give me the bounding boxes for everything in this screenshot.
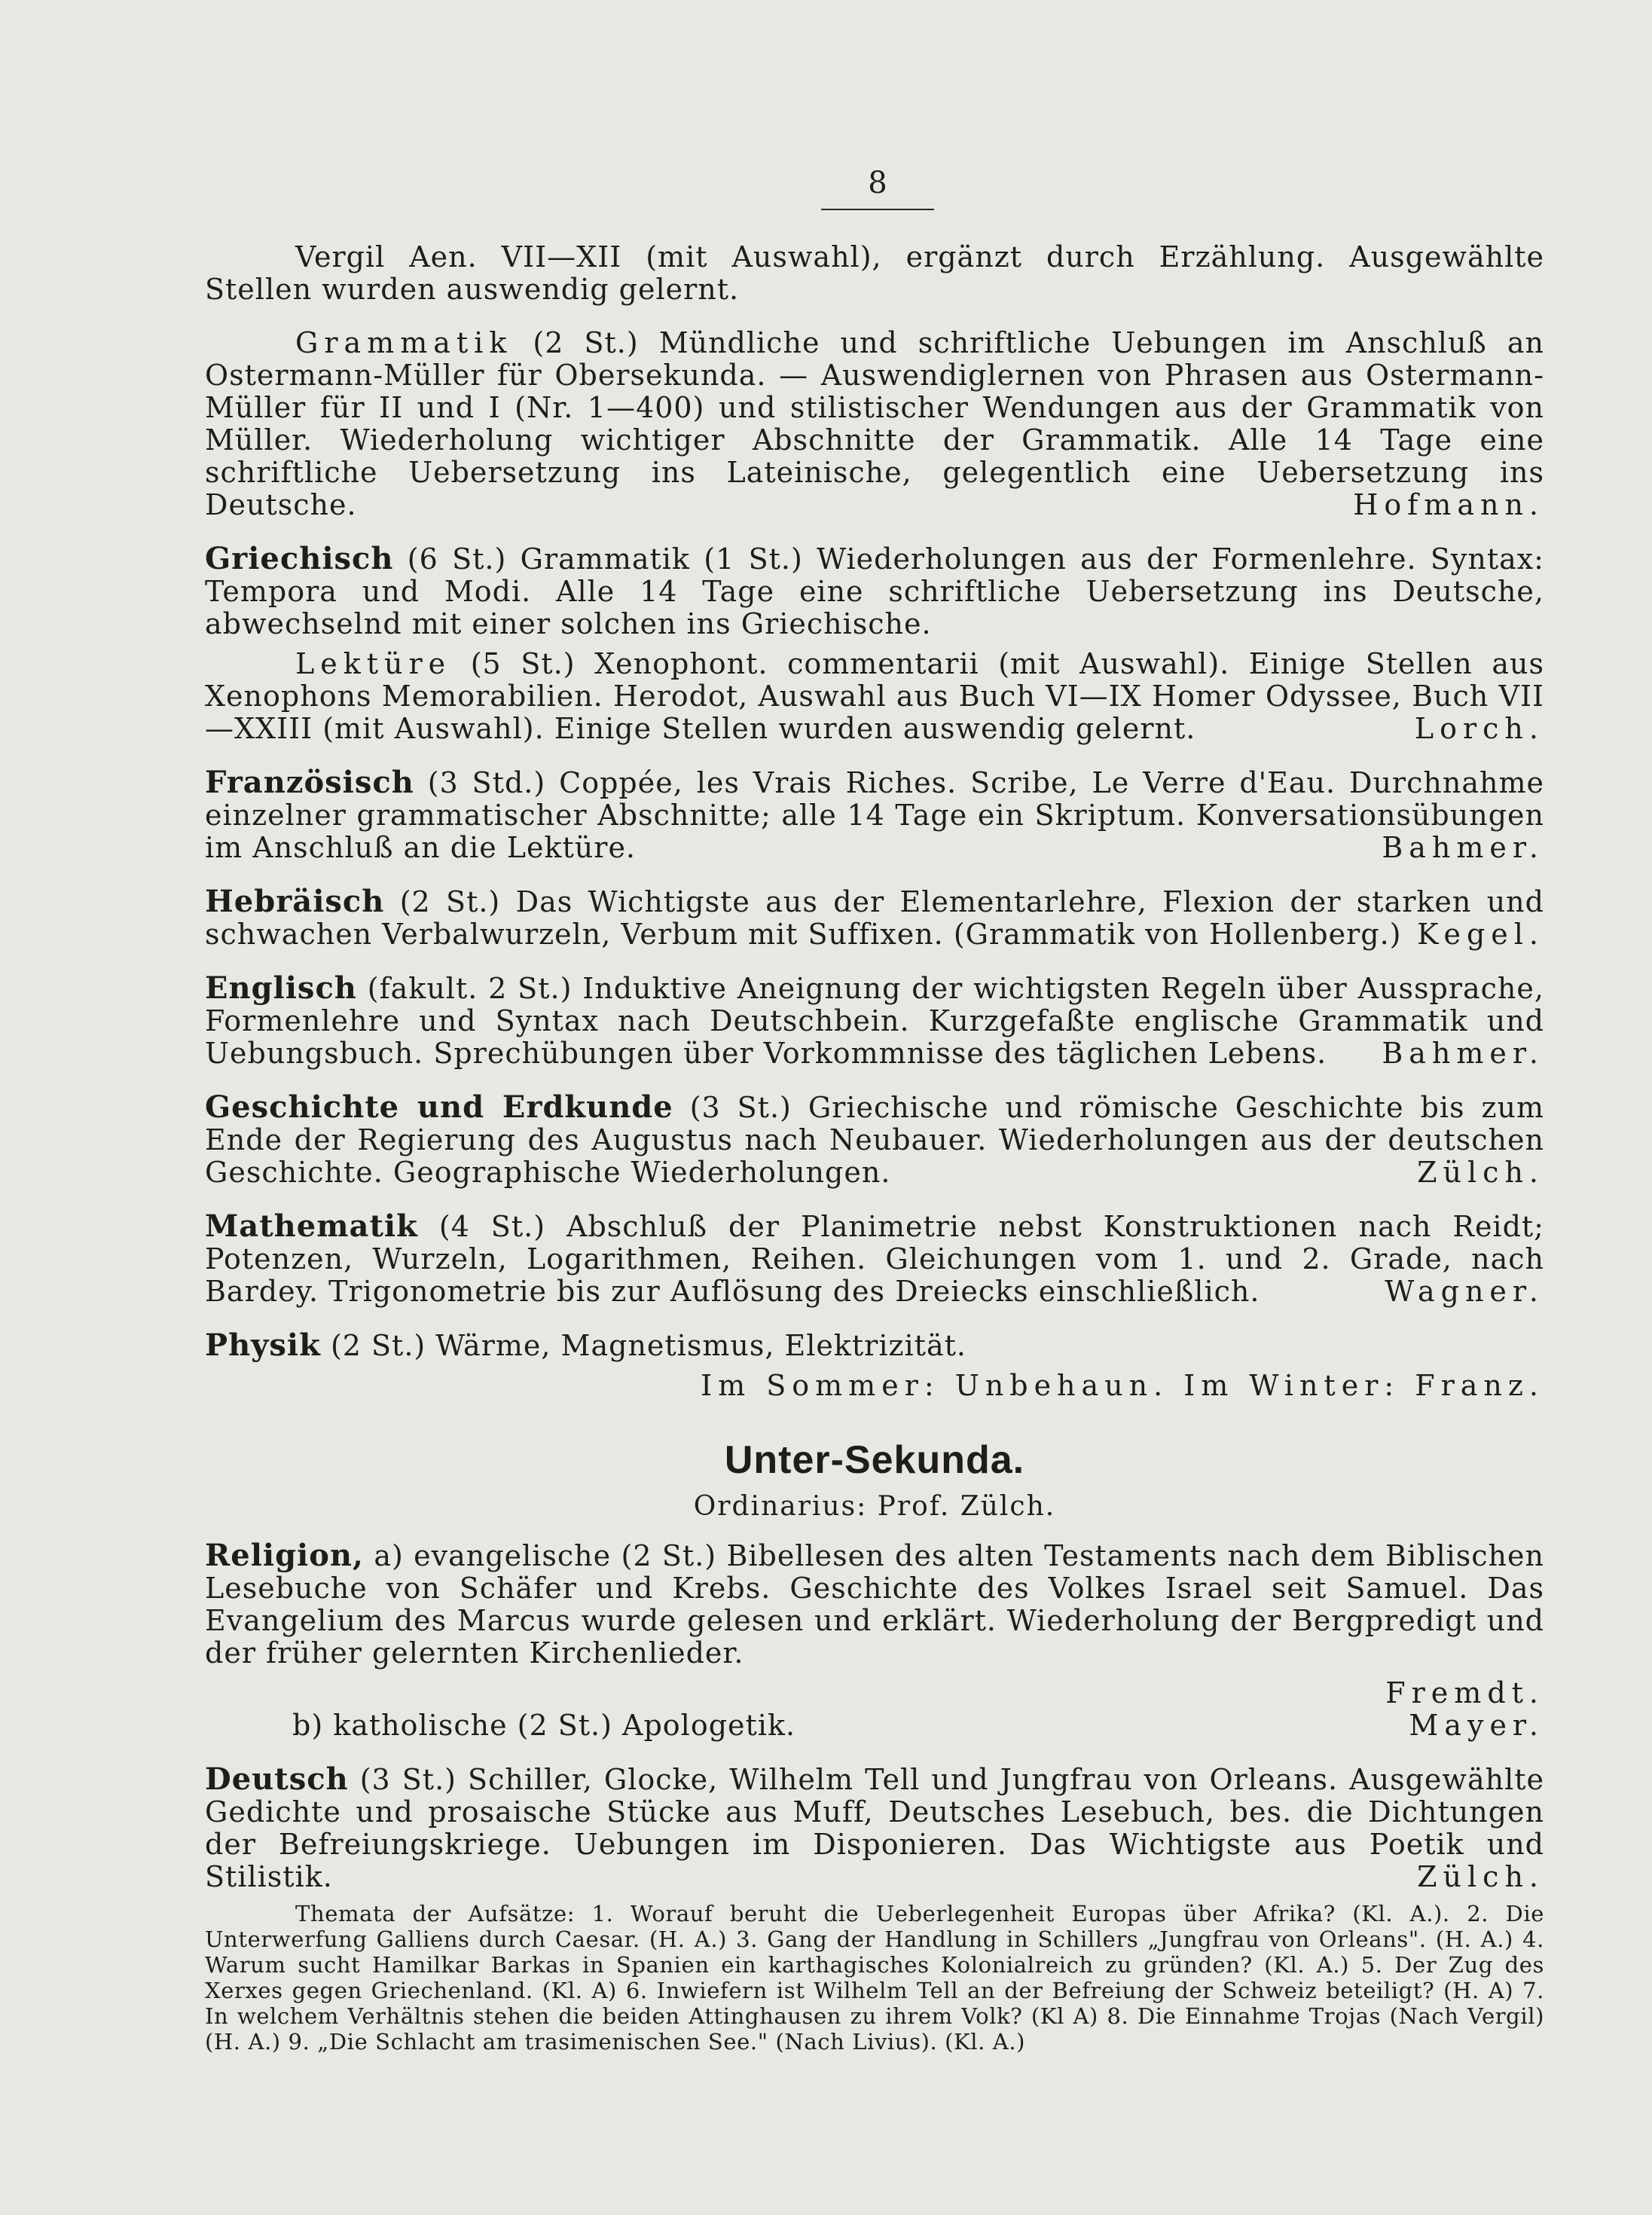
- french-teacher-signature: Bahmer.: [1382, 831, 1544, 864]
- greek-reading-label: Lektüre: [295, 647, 452, 680]
- greek-text: (6 St.) Grammatik (1 St.) Wiederholungen aus der Formenlehre. Syntax: Tempora und Modi. Alle 14 Tage eine schriftliche Uebersetzung ins Deutsche, abwechselnd mit einer solchen ins Griechische.: [205, 542, 1544, 640]
- religion-catholic-signature: Mayer.: [1409, 1709, 1544, 1742]
- page-number-rule: [821, 209, 934, 210]
- french-subject-label: Französisch: [205, 765, 414, 800]
- physics-teacher-signature: Im Sommer: Unbehaun. Im Winter: Franz.: [701, 1369, 1544, 1402]
- physics-text: (2 St.) Wärme, Magnetismus, Elektrizität.: [330, 1329, 966, 1362]
- paragraph-hebrew: [205, 885, 1544, 951]
- mathematics-subject-label: Mathematik: [205, 1208, 418, 1244]
- german-text: (3 St.) Schiller, Glocke, Wilhelm Tell und Jungfrau von Orleans. Ausgewählte Gedichte und prosaische Stücke aus Muff, Deutsches Lesebuch, bes. die Dichtungen der Befreiungskriege. Uebungen im Disponieren. Das Wichtigste aus Poetik und Stilistik.: [205, 1763, 1544, 1893]
- hebrew-subject-label: Hebräisch: [205, 884, 385, 919]
- paragraph-mathematics: [205, 1210, 1544, 1308]
- latin-grammar-text: (2 St.) Mündliche und schriftliche Uebungen im Anschluß an Ostermann-Müller für Obersekunda. — Auswendiglernen von Phrasen aus Ostermann-Müller für II und I (Nr. 1—400) und stilistischer Wendungen aus der Grammatik von Müller. Wiederholung wichtiger Abschnitte der Grammatik. Alle 14 Tage eine schriftliche Uebersetzung ins Lateinische, gelegentlich eine Uebersetzung ins Deutsche.: [205, 326, 1544, 521]
- english-teacher-signature: Bahmer.: [1382, 1037, 1544, 1070]
- physics-subject-label: Physik: [205, 1327, 321, 1363]
- history-text: (3 St.) Griechische und römische Geschichte bis zum Ende der Regierung des Augustus nach Neubauer. Wiederholungen aus der deutschen Geschichte. Geographische Wiederholungen.: [205, 1091, 1544, 1189]
- section-title: Unter-Sekunda.: [724, 1438, 1025, 1482]
- page-content: [205, 241, 1544, 2076]
- hebrew-teacher-signature: Kegel.: [1417, 918, 1544, 951]
- religion-subject-label: Religion,: [205, 1538, 364, 1573]
- paragraph-german: [205, 1763, 1544, 1893]
- english-subject-label: Englisch: [205, 970, 357, 1006]
- greek-reading-text: (5 St.) Xenophont. commentarii (mit Auswahl). Einige Stellen aus Xenophons Memorabilien. Herodot, Auswahl aus Buch VI—IX Homer Odyssee, Buch VII—XXIII (mit Auswahl). Einige Stellen wurden auswendig gelernt.: [205, 647, 1544, 745]
- page-number: 8: [868, 166, 887, 200]
- religion-catholic-row: [205, 1709, 1544, 1742]
- latin-teacher-signature: Hofmann.: [1353, 488, 1544, 521]
- paragraph-greek-reading: [205, 648, 1544, 745]
- paragraph-vergil: [205, 241, 1544, 306]
- paragraph-greek: [205, 542, 1544, 640]
- history-subject-label: Geschichte und Erdkunde: [205, 1089, 673, 1125]
- paragraph-religion: [205, 1539, 1544, 1670]
- religion-catholic-text: b) katholische (2 St.) Apologetik.: [292, 1709, 796, 1742]
- german-subject-label: Deutsch: [205, 1761, 349, 1797]
- religion-evangelical-signature: Fremdt.: [1385, 1676, 1544, 1709]
- paragraph-english: [205, 972, 1544, 1070]
- greek-teacher-signature: Lorch.: [1414, 712, 1544, 745]
- greek-subject-label: Griechisch: [205, 541, 394, 576]
- paragraph-history: [205, 1091, 1544, 1189]
- essay-topics: Themata der Aufsätze: 1. Worauf beruht die Ueberlegenheit Europas über Afrika? (Kl. A.). 2. Die Unterwerfung Galliens durch Caesar. (H. A.) 3. Gang der Handlung in Schillers „Jungfrau von Orleans". (H. A.) 4. Warum sucht Hamilkar Barkas in Spanien ein karthagisches Kolonialreich zu gründen? (Kl. A.) 5. Der Zug des Xerxes gegen Griechenland. (Kl. A) 6. Inwiefern ist Wilhelm Tell an der Befreiung der Schweiz beteiligt? (H. A) 7. In welchem Verhältnis stehen die beiden Attinghausen zu ihrem Volk? (Kl A) 8. Die Einnahme Trojas (Nach Vergil) (H. A.) 9. „Die Schlacht am trasimenischen See." (Nach Livius). (Kl. A.): [205, 1901, 1544, 2055]
- mathematics-teacher-signature: Wagner.: [1385, 1275, 1544, 1308]
- paragraph-physics: [205, 1329, 1544, 1362]
- vergil-text: Vergil Aen. VII—XII (mit Auswahl), ergänzt durch Erzählung. Ausgewählte Stellen wurden auswendig gelernt.: [205, 240, 1544, 306]
- hebrew-text: (2 St.) Das Wichtigste aus der Elementarlehre, Flexion der starken und schwachen Verbalwurzeln, Verbum mit Suffixen. (Grammatik von Hollenberg.): [205, 885, 1544, 951]
- german-teacher-signature: Zülch.: [1417, 1860, 1544, 1893]
- paragraph-french: [205, 766, 1544, 864]
- religion-evangelical-text: a) evangelische (2 St.) Bibellesen des alten Testaments nach dem Biblischen Lesebuche von Schäfer und Krebs. Geschichte des Volkes Israel seit Samuel. Das Evangelium des Marcus wurde gelesen und erklärt. Wiederholung der Bergpredigt und der früher gelernten Kirchenlieder.: [205, 1539, 1544, 1670]
- latin-grammar-label: Grammatik: [295, 326, 513, 359]
- mathematics-text: (4 St.) Abschluß der Planimetrie nebst Konstruktionen nach Reidt; Potenzen, Wurzeln, Logarithmen, Reihen. Gleichungen vom 1. und 2. Grade, nach Bardey. Trigonometrie bis zur Auflösung des Dreiecks einschließlich.: [205, 1210, 1544, 1308]
- french-text: (3 Std.) Coppée, les Vrais Riches. Scribe, Le Verre d'Eau. Durchnahme einzelner grammatischer Abschnitte; alle 14 Tage ein Skriptum. Konversationsübungen im Anschluß an die Lektüre.: [205, 766, 1544, 864]
- english-text: (fakult. 2 St.) Induktive Aneignung der wichtigsten Regeln über Aussprache, Formenlehre und Syntax nach Deutschbein. Kurzgefaßte englische Grammatik und Uebungsbuch. Sprechübungen über Vorkommnisse des täglichen Lebens.: [205, 972, 1544, 1070]
- section-ordinarius: Ordinarius: Prof. Zülch.: [693, 1491, 1056, 1522]
- history-teacher-signature: Zülch.: [1417, 1156, 1544, 1189]
- paragraph-latin-grammar: [205, 327, 1544, 521]
